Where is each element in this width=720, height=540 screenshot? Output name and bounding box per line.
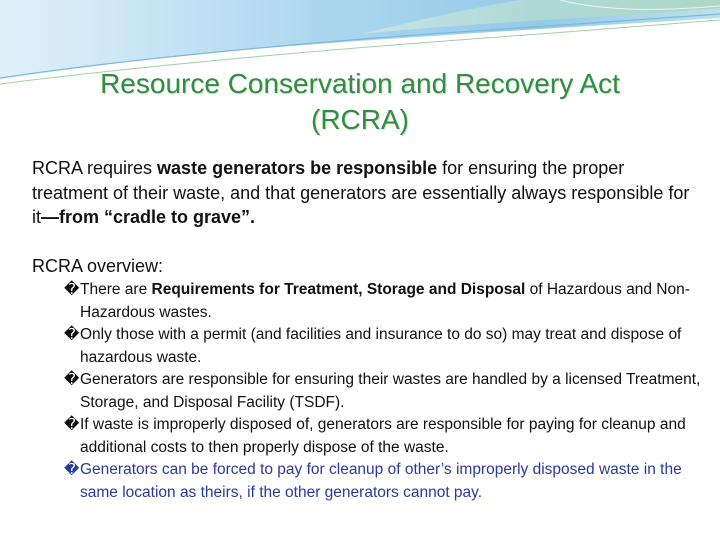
- overview-bullet-list: [64, 279, 704, 504]
- bullet-item: [64, 369, 704, 414]
- bullet-text: Generators are responsible for ensuring their wastes are handled by a licensed Treatment, Storage, and Disposal Facility (TSDF).: [80, 371, 701, 411]
- bullet-item: [64, 459, 704, 504]
- bullet-item: [64, 324, 704, 369]
- slide-title-line-1: Resource Conservation and Recovery Act: [100, 68, 620, 99]
- bullet-item: [64, 414, 704, 459]
- bullet-text: There are: [80, 281, 152, 298]
- overview-label: RCRA overview:: [32, 256, 164, 276]
- intro-text-1: RCRA requires: [32, 158, 158, 178]
- bullet-marker-icon: �: [64, 326, 80, 343]
- slide-title: [40, 66, 680, 138]
- bullet-marker-icon: �: [64, 371, 80, 388]
- bullet-marker-icon: �: [64, 416, 80, 433]
- bullet-text: of Hazardous and Non-Hazardous wastes.: [80, 281, 690, 321]
- bullet-text: Only those with a permit (and facilities and insurance to do so) may treat and dispose of hazardous waste.: [80, 326, 682, 366]
- bullet-text: Generators can be forced to pay for cleanup of other’s improperly disposed waste in the same location as theirs, if the other generators cannot pay.: [80, 461, 682, 501]
- intro-bold-1: waste generators be responsible: [157, 158, 438, 178]
- bullet-text: If waste is improperly disposed of, generators are responsible for paying for cleanup and additional costs to then properly dispose of the waste.: [80, 416, 686, 456]
- bullet-bold-text: Requirements for Treatment, Storage and Disposal: [151, 281, 526, 298]
- bullet-item: [64, 279, 704, 324]
- intro-bold-2: —from “cradle to grave”.: [41, 207, 256, 227]
- bullet-marker-icon: �: [64, 281, 80, 298]
- intro-text-2: for ensuring the proper treatment of their waste, and that generators are essentially always responsible for it: [32, 158, 690, 227]
- bullet-marker-icon: �: [64, 461, 80, 478]
- intro-paragraph: [32, 156, 697, 230]
- slide-title-line-2: (RCRA): [311, 104, 409, 135]
